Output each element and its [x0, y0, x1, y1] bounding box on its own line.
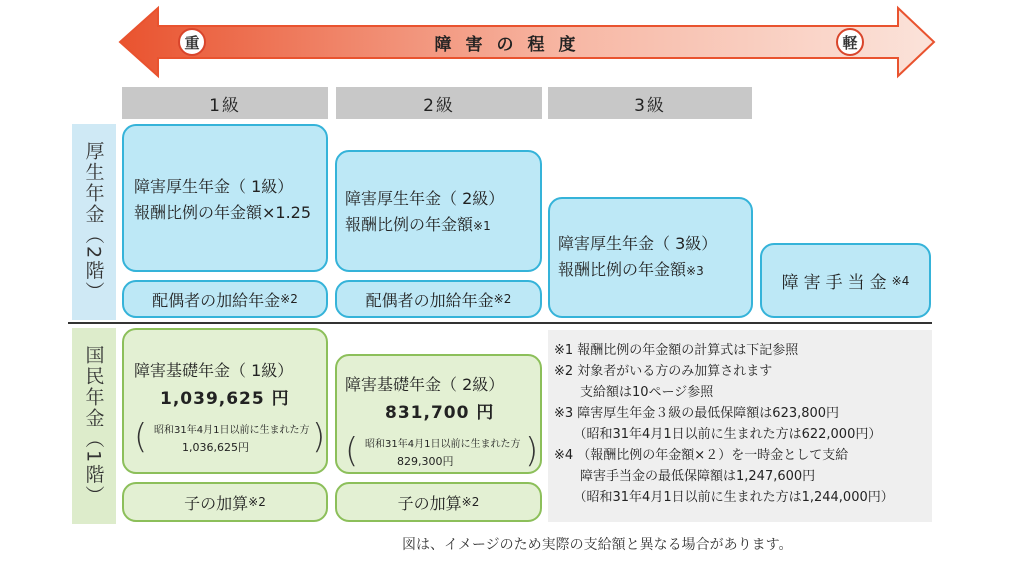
kiso-grade1-box	[122, 328, 328, 474]
spouse-label-1: 配偶者の加給年金	[152, 290, 281, 310]
notes-panel	[548, 330, 932, 522]
kiso-grade1-amount: 1,039,625 円	[160, 389, 290, 409]
kiso-grade1-old-amount-group: ( 昭和31年4月1日以前に生まれた方 1,036,625円 )	[134, 417, 326, 457]
spouse-note-1: ※2	[280, 292, 298, 306]
note-line-5: （昭和31年4月1日以前に生まれた方は622,000円）	[554, 427, 882, 442]
lump-sum-note: ※4	[891, 273, 910, 288]
spouse-box-1	[122, 280, 328, 318]
kiso-grade2-amount: 831,700 円	[385, 403, 495, 423]
kosei-grade3-note: ※3	[686, 264, 704, 278]
kiso-grade1-sub2: 1,036,625円	[182, 441, 249, 454]
note-line-4: ※3 障害厚生年金３級の最低保障額は623,800円	[554, 406, 840, 421]
kiso-grade1-title: 障害基礎年金（ 1級）	[134, 361, 294, 380]
note-line-3: 支給額は10ページ参照	[554, 385, 714, 400]
note-line-1: ※1 報酬比例の年金額の計算式は下記参照	[554, 343, 799, 358]
note-line-7: 障害手当金の最低保障額は1,247,600円	[554, 469, 816, 484]
child-note-1: ※2	[248, 495, 266, 509]
kiso-grade2-title: 障害基礎年金（ 2級）	[345, 375, 505, 394]
kosei-grade1-line2: 報酬比例の年金額×1.25	[134, 203, 312, 222]
heavy-label: 重	[184, 33, 200, 52]
grade-header-1: 1級	[122, 87, 328, 119]
kosei-grade1-box	[122, 124, 328, 272]
light-label: 軽	[842, 33, 858, 52]
spouse-box-2	[335, 280, 542, 318]
grade-header-3: 3級	[548, 87, 752, 119]
lump-sum-box	[760, 243, 931, 318]
note-line-6: ※4 （報酬比例の年金額×２）を一時金として支給	[554, 448, 849, 463]
caption: 図は、イメージのため実際の支給額と異なる場合があります。	[402, 537, 793, 553]
child-label-1: 子の加算	[184, 493, 249, 513]
child-box-2	[335, 482, 542, 522]
kosei-grade2-box	[335, 150, 542, 272]
kosei-grade2-note: ※1	[473, 219, 491, 233]
kosei-grade3-title: 障害厚生年金（ 3級）	[558, 234, 718, 253]
spouse-label-2: 配偶者の加給年金	[365, 290, 494, 310]
lump-sum-label: 障害手当金	[781, 273, 892, 293]
child-note-2: ※2	[461, 495, 480, 509]
side-label-kokumin: 国民年金（1階）	[72, 328, 116, 524]
spouse-note-2: ※2	[493, 292, 512, 306]
kiso-grade2-box	[335, 354, 542, 474]
kosei-grade2-title: 障害厚生年金（ 2級）	[345, 189, 505, 208]
note-line-2: ※2 対象者がいる方のみ加算されます	[554, 364, 773, 379]
kiso-grade2-sub2: 829,300円	[397, 455, 454, 468]
side-label-kosei: 厚生年金（2階）	[72, 124, 116, 320]
kosei-grade3-line2: 報酬比例の年金額	[558, 260, 687, 279]
arrow-title: 障害の程度	[434, 35, 590, 55]
kosei-grade2-line2: 報酬比例の年金額	[345, 215, 474, 234]
kiso-grade2-old-amount-group: ( 昭和31年4月1日以前に生まれた方 829,300円 )	[345, 431, 539, 471]
child-box-1	[122, 482, 328, 522]
child-label-2: 子の加算	[397, 493, 462, 513]
section-divider	[68, 322, 932, 324]
kiso-grade1-sub1: 昭和31年4月1日以前に生まれた方	[154, 425, 310, 436]
kiso-grade2-sub1: 昭和31年4月1日以前に生まれた方	[365, 439, 521, 450]
note-line-8: （昭和31年4月1日以前に生まれた方は1,244,000円）	[554, 490, 894, 505]
kosei-grade3-box	[548, 197, 753, 318]
grade-header-2: 2級	[336, 87, 542, 119]
kosei-grade1-title: 障害厚生年金（ 1級）	[134, 177, 294, 196]
